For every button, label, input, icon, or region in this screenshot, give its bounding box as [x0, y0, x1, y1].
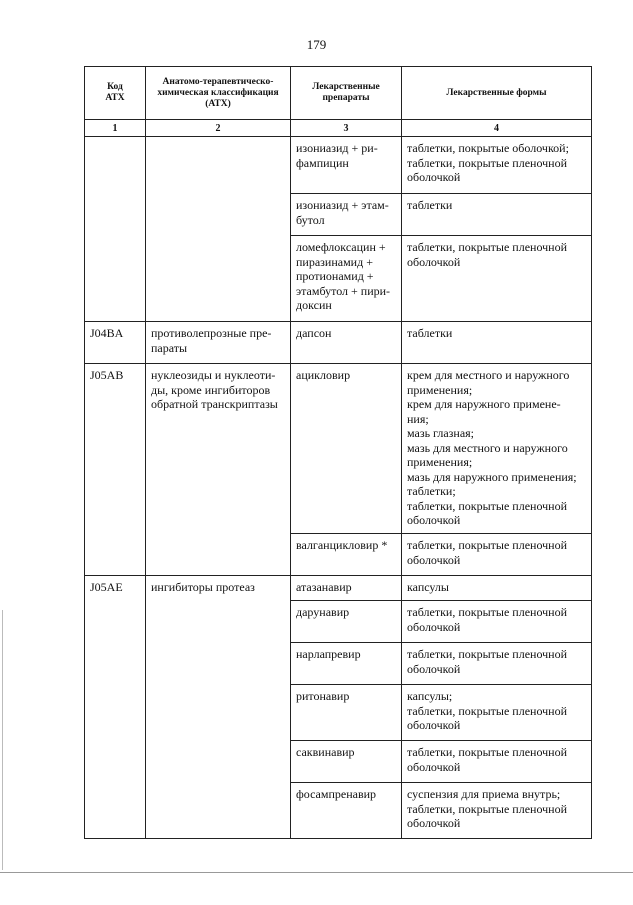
column-number-row — [85, 120, 592, 137]
dosage-form-cell: капсулы — [402, 576, 592, 601]
dosage-form-cell: таблетки, покрытые пленочной оболочкой — [402, 601, 592, 643]
dosage-form-cell: таблетки, покрытые пленочной оболочкой — [402, 534, 592, 576]
drug-cell: изониазид + этам- бутол — [291, 194, 402, 236]
atx-code-cell: J05AE — [85, 576, 146, 839]
drug-cell: ацикловир — [291, 364, 402, 534]
table-row — [85, 322, 592, 364]
table-row — [85, 137, 592, 194]
page-number: 179 — [306, 37, 327, 52]
header-atx-classification: Анатомо-терапевтическо- химическая классификация (АТХ) — [146, 67, 291, 120]
drug-cell: ритонавир — [291, 685, 402, 741]
table-row — [85, 576, 592, 601]
drug-cell: ломефлоксацин + пиразинамид + протионамид + этамбутол + пири- доксин — [291, 236, 402, 322]
table-row — [85, 364, 592, 534]
scan-edge-line — [0, 872, 633, 873]
atx-classification-cell — [146, 137, 291, 322]
atx-code-cell: J04BA — [85, 322, 146, 364]
atx-classification-cell: противолепрозные пре- параты — [146, 322, 291, 364]
atx-classification-cell: нуклеозиды и нуклеоти- ды, кроме ингибиторов обратной транскриптазы — [146, 364, 291, 576]
dosage-form-cell: таблетки — [402, 194, 592, 236]
header-row — [85, 67, 592, 120]
drug-cell: атазанавир — [291, 576, 402, 601]
dosage-form-cell: таблетки, покрытые пленочной оболочкой — [402, 236, 592, 322]
column-number: 3 — [291, 120, 402, 137]
column-number: 4 — [402, 120, 592, 137]
header-dosage-forms: Лекарственные формы — [402, 67, 592, 120]
drug-cell: нарлапревир — [291, 643, 402, 685]
dosage-form-cell: крем для местного и наружного применения; крем для наружного примене- ния; мазь глазная; мазь для местного и наружного применения; мазь для наружного применения; таблетки; таблетки, покрытые пленочной оболочкой — [402, 364, 592, 534]
drug-cell: изониазид + ри- фампицин — [291, 137, 402, 194]
header-drugs: Лекарственные препараты — [291, 67, 402, 120]
dosage-form-cell: таблетки, покрытые оболочкой; таблетки, покрытые пленочной оболочкой — [402, 137, 592, 194]
dosage-form-cell: капсулы; таблетки, покрытые пленочной оболочкой — [402, 685, 592, 741]
atx-drug-table — [84, 66, 592, 839]
column-number: 1 — [85, 120, 146, 137]
atx-code-cell: J05AB — [85, 364, 146, 576]
drug-cell: дарунавир — [291, 601, 402, 643]
drug-cell: фосампренавир — [291, 783, 402, 839]
drug-cell: дапсон — [291, 322, 402, 364]
atx-code-cell — [85, 137, 146, 322]
dosage-form-cell: суспензия для приема внутрь; таблетки, покрытые пленочной оболочкой — [402, 783, 592, 839]
scan-margin-line — [2, 610, 3, 870]
dosage-form-cell: таблетки, покрытые пленочной оболочкой — [402, 643, 592, 685]
atx-classification-cell: ингибиторы протеаз — [146, 576, 291, 839]
header-atx-code: Код АТХ — [85, 67, 146, 120]
drug-cell: саквинавир — [291, 741, 402, 783]
column-number: 2 — [146, 120, 291, 137]
dosage-form-cell: таблетки, покрытые пленочной оболочкой — [402, 741, 592, 783]
drug-cell: валганцикловир * — [291, 534, 402, 576]
dosage-form-cell: таблетки — [402, 322, 592, 364]
